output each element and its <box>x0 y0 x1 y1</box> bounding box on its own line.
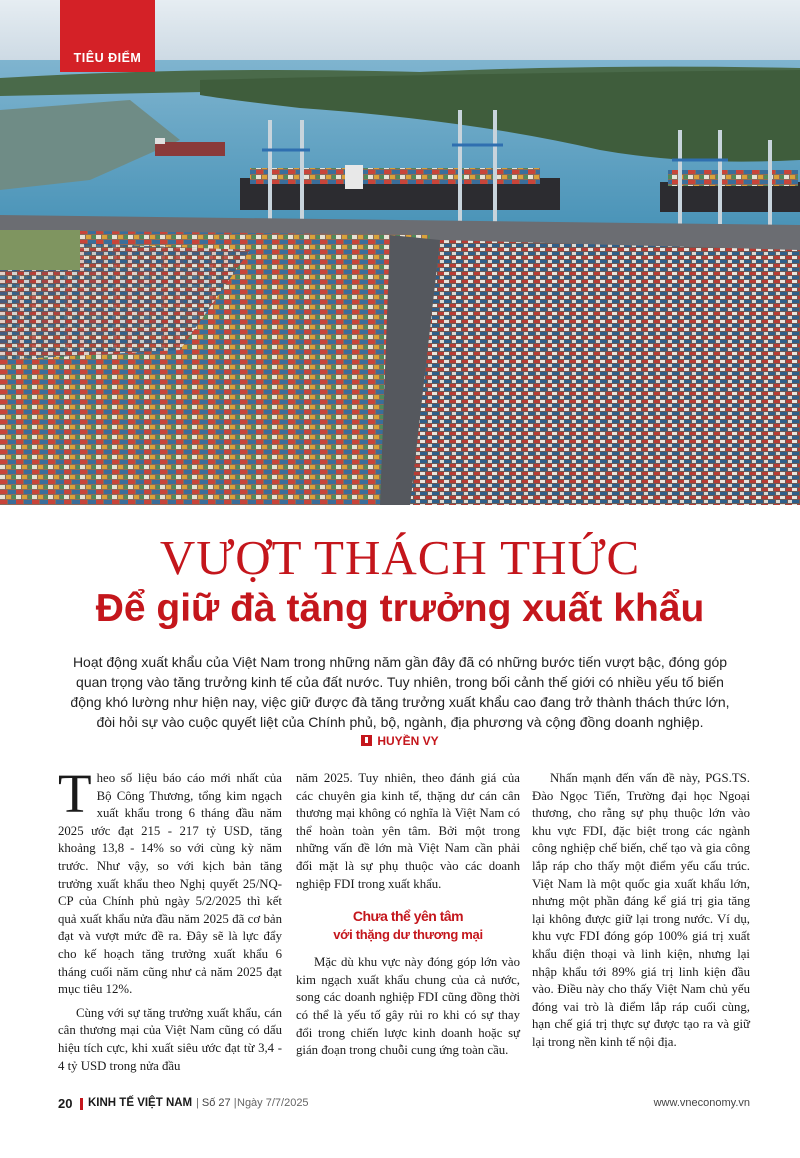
hero-photo-port <box>0 0 800 505</box>
author-byline <box>0 734 800 748</box>
headline-main: VƯỢT THÁCH THỨC <box>159 530 641 585</box>
magazine-name: KINH TẾ VIỆT NAM <box>88 1097 193 1109</box>
body-paragraph: Cùng với sự tăng trưởng xuất khẩu, cán cân thương mại của Việt Nam cũng có dấu hiệu tích cực, khi xuất siêu ước đạt từ 3,4 - 4 tỷ USD trong nửa đầu <box>58 1005 282 1073</box>
subheading-line-1: Chưa thể yên tâm <box>352 908 464 925</box>
subheading-line-2: với thặng dư thương mại <box>333 927 483 943</box>
website-link[interactable]: www.vneconomy.vn <box>653 1097 750 1109</box>
byline-marker-icon <box>361 735 372 746</box>
body-column-1 <box>58 763 282 1081</box>
body-paragraph: năm 2025. Tuy nhiên, theo đánh giá của các chuyên gia kinh tế, thặng dư cán cân thương mại không có nghĩa là Việt Nam có thể hoàn toàn yên tâm. Bởi một trong những vấn đề lớn mà Việt Nam cần phải đối mặt là sự phụ thuộc vào các doanh nghiệp FDI trong xuất khẩu. <box>296 771 520 891</box>
issue-date: Ngày 7/7/2025 <box>237 1097 309 1109</box>
issue-number: | Số 27 | <box>196 1097 237 1109</box>
body-column-2 <box>296 770 520 1066</box>
headline-sub: Để giữ đà tăng trưởng xuất khẩu <box>95 587 705 630</box>
page-footer <box>0 1096 800 1116</box>
footer-accent-bar <box>80 1098 83 1110</box>
subheading <box>296 907 520 944</box>
drop-cap: T <box>58 763 92 824</box>
lead-paragraph: Hoạt động xuất khẩu của Việt Nam trong những năm gần đây đã có những bước tiến vượt bậc, đóng góp quan trọng vào tăng trưởng kinh tế của đất nước. Tuy nhiên, trong bối cảnh thế giới có nhiều yếu tố biến động khó lường như hiện nay, việc giữ được đà tăng trưởng xuất khẩu cao đang trở thành thách thức lớn, đòi hỏi sự vào cuộc quyết liệt của Chính phủ, bộ, ngành, địa phương và cộng đồng doanh nghiệp. <box>70 654 730 730</box>
page-number: 20 <box>58 1096 73 1111</box>
body-paragraph: Mặc dù khu vực này đóng góp lớn vào kim ngạch xuất khẩu chung của cả nước, song các doanh nghiệp FDI cũng đồng thời có thể là yếu tố gây rủi ro khi có sự thay đổi trong chiến lược kinh doanh hoặc sự gián đoạn trong chuỗi cung ứng toàn cầu. <box>296 955 520 1058</box>
author-name: HUYỀN VY <box>377 734 439 748</box>
body-text: heo số liệu báo cáo mới nhất của Bộ Công Thương, tổng kim ngạch xuất khẩu trong 6 tháng đầu năm 2025 ước đạt 215 - 217 tỷ USD, tăng khoảng 13,8 - 14% so với cùng kỳ năm trước. Như vậy, so với kịch bản tăng trưởng xuất khẩu theo Nghị quyết 25/NQ-CP của Chính phủ ngày 5/2/2025 thì kết quả xuất khẩu nửa đầu năm 2025 đã cơ bản đạt và vượt mức đề ra. Đây sẽ là lực đẩy cho kế hoạch tăng trưởng xuất khẩu 6 tháng cuối năm cũng như cả năm 2025 đạt mục tiêu 12%. <box>58 771 282 997</box>
body-paragraph <box>58 763 282 999</box>
body-column-3 <box>532 770 750 1058</box>
body-paragraph: Nhấn mạnh đến vấn đề này, PGS.TS. Đào Ngọc Tiến, Trường đại học Ngoại thương, cho rằng sự phụ thuộc lớn vào khu vực FDI, đặc biệt trong các ngành công nghiệp chế biến, chế tạo và gia công lắp ráp cho thấy một điểm yếu cấu trúc. Việt Nam là một quốc gia xuất khẩu lớn, nhưng một phần đáng kể giá trị gia tăng lại không được giữ lại trong nước. Ví dụ, khu vực FDI đóng góp 100% giá trị xuất khẩu điện thoại và linh kiện, nhưng lại nhập khẩu tới 89% giá trị linh kiện đầu vào. Điều này cho thấy Việt Nam chủ yếu đóng vai trò là điểm lắp ráp cuối cùng, hạn chế giá trị thực sự được tạo ra và giữ lại trong nền kinh tế nội địa. <box>532 771 750 1049</box>
section-tag: TIÊU ĐIỂM <box>60 0 155 72</box>
